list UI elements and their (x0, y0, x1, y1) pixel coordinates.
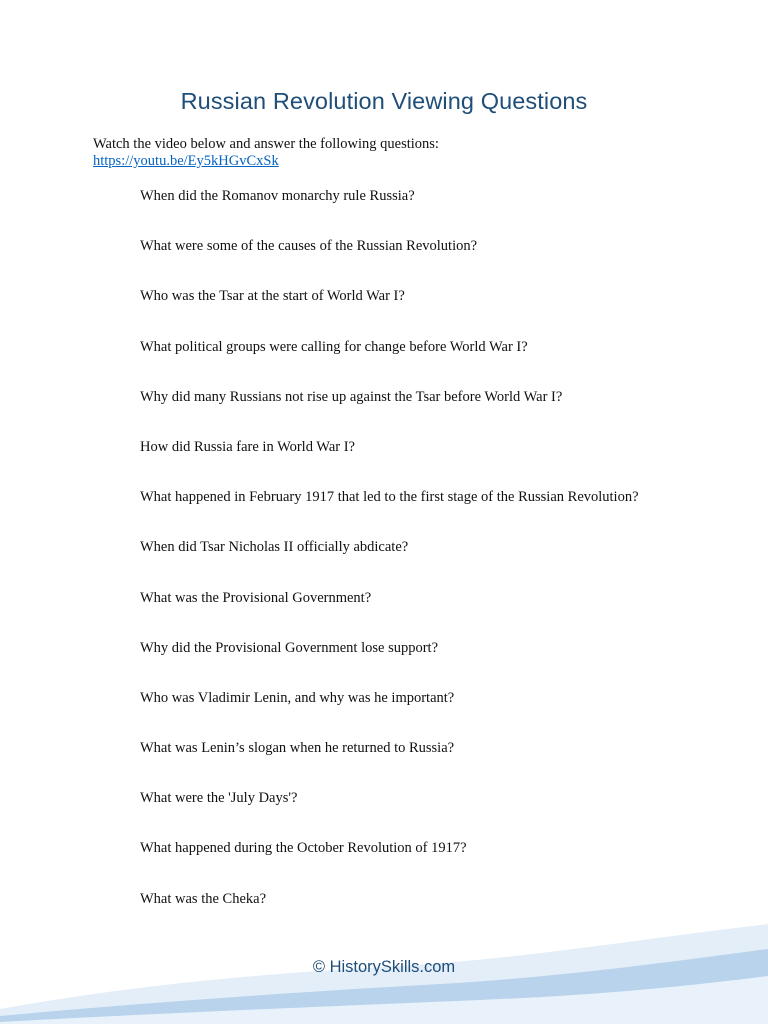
question-text: Why did the Provisional Government lose support? (140, 639, 439, 656)
question-text: What happened in February 1917 that led to the first stage of the Russian Revolution? (140, 489, 639, 506)
question-text: What happened during the October Revolution of 1917? (140, 840, 467, 857)
question-text: What were the 'July Days'? (140, 790, 298, 807)
question-text: What was Lenin’s slogan when he returned to Russia? (140, 740, 455, 757)
question-text: What were some of the causes of the Russian Revolution? (140, 238, 478, 255)
question-text: When did Tsar Nicholas II officially abdicate? (140, 539, 409, 556)
page-title: Russian Revolution Viewing Questions (180, 88, 588, 114)
question-text: Who was Vladimir Lenin, and why was he important? (140, 689, 455, 706)
question-text: What was the Cheka? (140, 890, 267, 907)
question-text: Why did many Russians not rise up against the Tsar before World War I? (140, 388, 563, 405)
video-link[interactable]: https://youtu.be/Ey5kHGvCxSk (93, 153, 279, 169)
intro-block (93, 136, 439, 170)
question-text: What political groups were calling for change before World War I? (140, 338, 528, 355)
question-text: Who was the Tsar at the start of World War I? (140, 288, 405, 305)
question-text: How did Russia fare in World War I? (140, 438, 355, 455)
footer-copyright[interactable]: © HistorySkills.com (312, 958, 456, 976)
question-text: What was the Provisional Government? (140, 589, 372, 606)
question-text: When did the Romanov monarchy rule Russia? (140, 188, 415, 204)
intro-instruction: Watch the video below and answer the following questions: (93, 136, 439, 152)
